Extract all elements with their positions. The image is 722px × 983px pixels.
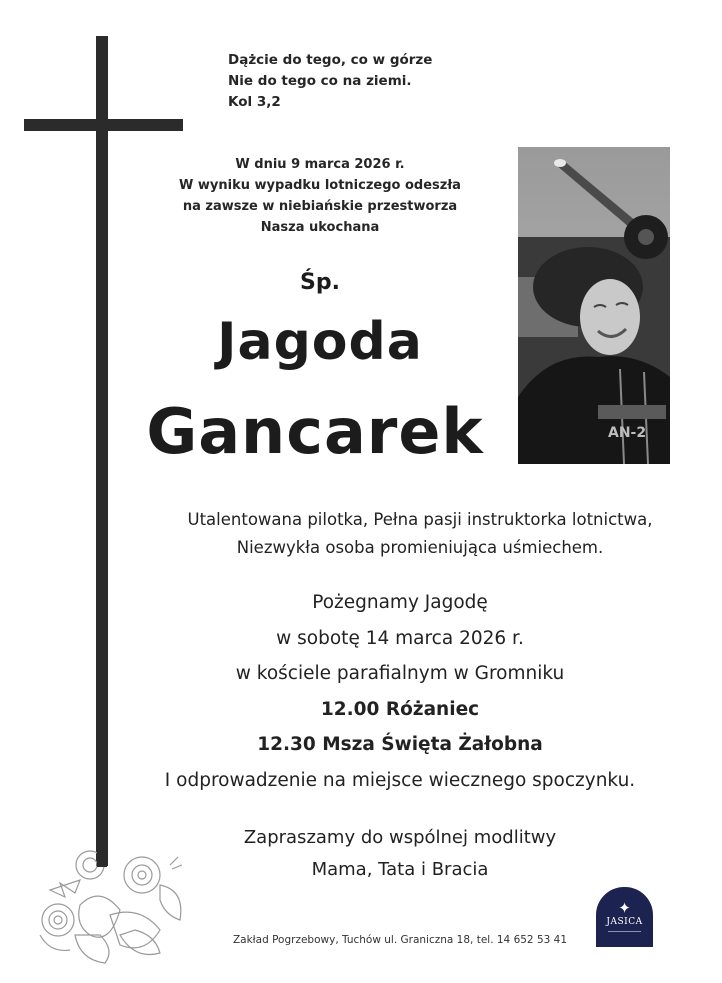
- death-announcement: [130, 154, 510, 238]
- flower-bouquet-icon: [20, 835, 200, 970]
- logo-divider: [608, 931, 641, 932]
- description-line: Utalentowana pilotka, Pełna pasji instruktorka lotnictwa,: [187, 510, 653, 529]
- deceased-first-name: Jagoda: [217, 312, 423, 372]
- description-line: Niezwykła osoba promieniująca uśmiechem.: [236, 538, 604, 557]
- star-icon: ✦: [618, 899, 631, 917]
- funeral-home-logo: [596, 887, 653, 947]
- funeral-home-info: Zakład Pogrzebowy, Tuchów ul. Graniczna 18, tel. 14 652 53 41: [232, 934, 568, 946]
- svg-text:AN-2: AN-2: [608, 425, 647, 441]
- intro-line: W wyniku wypadku lotniczego odeszła: [179, 178, 461, 193]
- deceased-photo: [518, 147, 670, 464]
- deceased-last-name: Gancarek: [146, 395, 484, 468]
- deceased-description: [100, 506, 722, 562]
- mass-time: 12.30 Msza Święta Żałobna: [257, 734, 543, 755]
- portrait-image: [518, 147, 670, 464]
- deceased-prefix: Śp.: [300, 270, 340, 295]
- verse-line: Nie do tego co na ziemi.: [228, 73, 412, 89]
- logo-name: JASICA: [606, 917, 643, 927]
- intro-line: Nasza ukochana: [260, 220, 380, 235]
- rosary-time: 12.00 Różaniec: [320, 698, 480, 720]
- bible-verse: [228, 50, 432, 113]
- intro-line: na zawsze w niebiańskie przestworza: [182, 199, 458, 214]
- family-signature: Mama, Tata i Bracia: [311, 859, 489, 880]
- farewell-line: Pożegnamy Jagodę: [312, 592, 488, 613]
- cross-horizontal-beam: [24, 119, 183, 131]
- death-date: W dniu 9 marca 2026 r.: [235, 157, 405, 172]
- funeral-date: w sobotę 14 marca 2026 r.: [276, 627, 524, 649]
- closing-section: [160, 822, 640, 886]
- cross-vertical-beam: [96, 36, 108, 866]
- verse-line: Dążcie do tego, co w górze: [228, 52, 433, 68]
- funeral-location: w kościele parafialnym w Gromniku: [235, 663, 565, 684]
- prayer-invitation: Zapraszamy do wspólnej modlitwy: [243, 827, 557, 848]
- burial-line: I odprowadzenie na miejsce wiecznego spoczynku.: [164, 769, 636, 791]
- verse-reference: Kol 3,2: [228, 94, 281, 110]
- funeral-details: [160, 585, 640, 798]
